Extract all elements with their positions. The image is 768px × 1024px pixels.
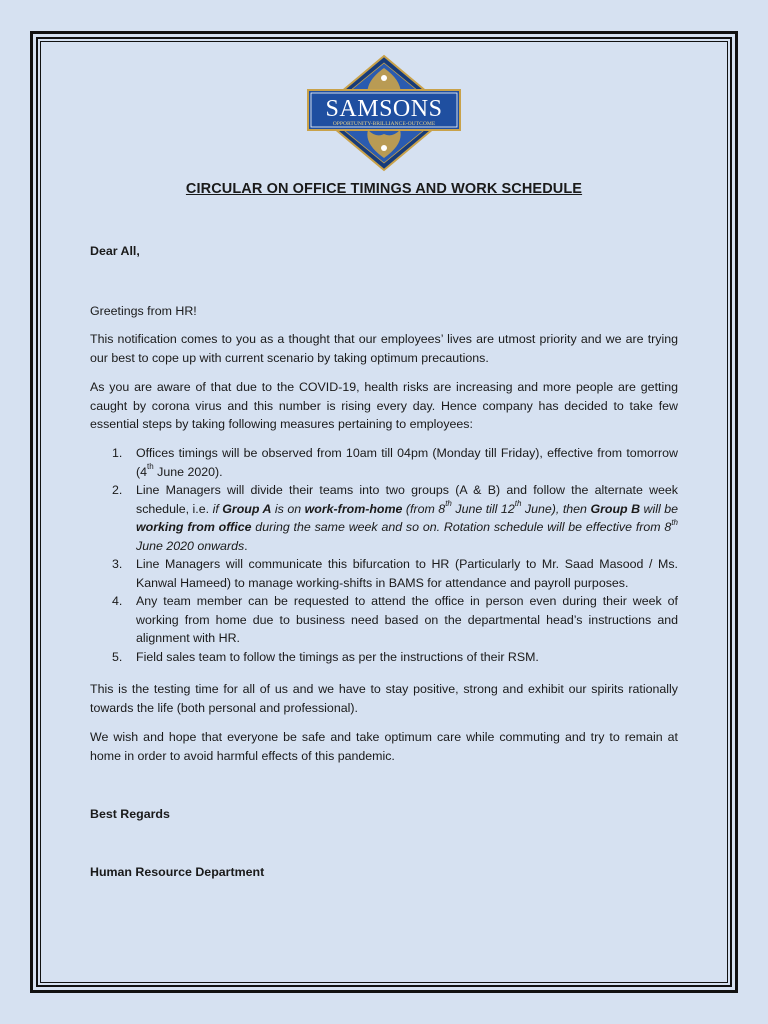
- measure-text: .: [244, 538, 248, 553]
- samsons-logo: [306, 54, 462, 172]
- measure-text: Line Managers will divide their teams into two groups (A & B) and follow the alternate week schedule, i.e.: [136, 483, 678, 516]
- measure-text: Line Managers will communicate this bifurcation to HR (Particularly to Mr. Saad Masood / Ms. Kanwal Hameed) to manage working-shifts in BAMS for attendance and payroll purposes.: [136, 557, 678, 590]
- wish-paragraph: We wish and hope that everyone be safe and take optimum care while commuting and try to remain at home in order to avoid harmful effects of this pandemic.: [90, 730, 678, 763]
- document-title: CIRCULAR ON OFFICE TIMINGS AND WORK SCHEDULE: [185, 181, 583, 197]
- measure-number: 2.: [112, 483, 123, 497]
- measure-text: Group B: [590, 501, 641, 516]
- measure-text: will be: [640, 501, 679, 516]
- logo-tagline-text: OPPORTUNITY-BRILLIANCE-OUTCOME: [332, 121, 436, 127]
- measure-text: working from office: [136, 520, 252, 534]
- measures-list: [90, 444, 678, 666]
- measure-text: work-from-home: [304, 501, 403, 516]
- measure-item: [90, 648, 678, 667]
- measure-number: 4.: [112, 594, 123, 608]
- measure-text: Group A: [222, 501, 272, 516]
- measure-text: Field sales team to follow the timings as per the instructions of their RSM.: [136, 649, 539, 664]
- greeting: Greetings from HR!: [90, 304, 197, 318]
- measure-number: 5.: [112, 649, 123, 664]
- measure-text: Any team member can be requested to attend the office in person even during their week of working from home due to business need based on the departmental head’s instructions and alignment with HR.: [136, 594, 678, 645]
- ordinal-suffix: th: [671, 517, 678, 527]
- testing-time-paragraph: This is the testing time for all of us and we have to stay positive, strong and exhibit our spirits rationally towards the life (both personal and professional).: [90, 682, 678, 715]
- measure-text: June till 12: [451, 501, 515, 516]
- covid-paragraph: As you are aware of that due to the COVID-19, health risks are increasing and more people are getting caught by corona virus and this number is rising every day. Hence company has decided to take few essential steps by taking following measures pertaining to employees:: [90, 380, 678, 431]
- measure-item: [90, 444, 678, 481]
- salutation: Dear All,: [90, 244, 140, 258]
- measure-text: June 2020 onwards: [136, 538, 245, 553]
- measure-item: [90, 555, 678, 592]
- logo-brand-text: SAMSONS: [325, 96, 443, 122]
- signature-department: Human Resource Department: [90, 865, 265, 879]
- measure-item: [90, 481, 678, 555]
- measure-text: if: [212, 501, 223, 516]
- ordinal-suffix: th: [514, 499, 522, 509]
- measure-text: during the same week and so on. Rotation schedule will be effective from 8: [251, 520, 672, 534]
- ordinal-suffix: th: [147, 462, 154, 472]
- measure-item: [90, 592, 678, 648]
- measure-text: June 2020).: [153, 464, 223, 479]
- closing-regards: Best Regards: [90, 807, 170, 821]
- ordinal-suffix: th: [445, 499, 452, 509]
- intro-paragraph: This notification comes to you as a thought that our employees’ lives are utmost priority and we are trying our best to cope up with current scenario by taking optimum precautions.: [90, 332, 678, 365]
- measure-text: is on: [271, 501, 305, 516]
- measure-number: 1.: [112, 446, 123, 460]
- measure-text: Offices timings will be observed from 10am till 04pm (Monday till Friday), effective from tomorrow (4: [136, 446, 678, 479]
- measure-number: 3.: [112, 557, 123, 571]
- measure-text: June), then: [521, 501, 591, 516]
- measure-text: (from 8: [402, 501, 446, 516]
